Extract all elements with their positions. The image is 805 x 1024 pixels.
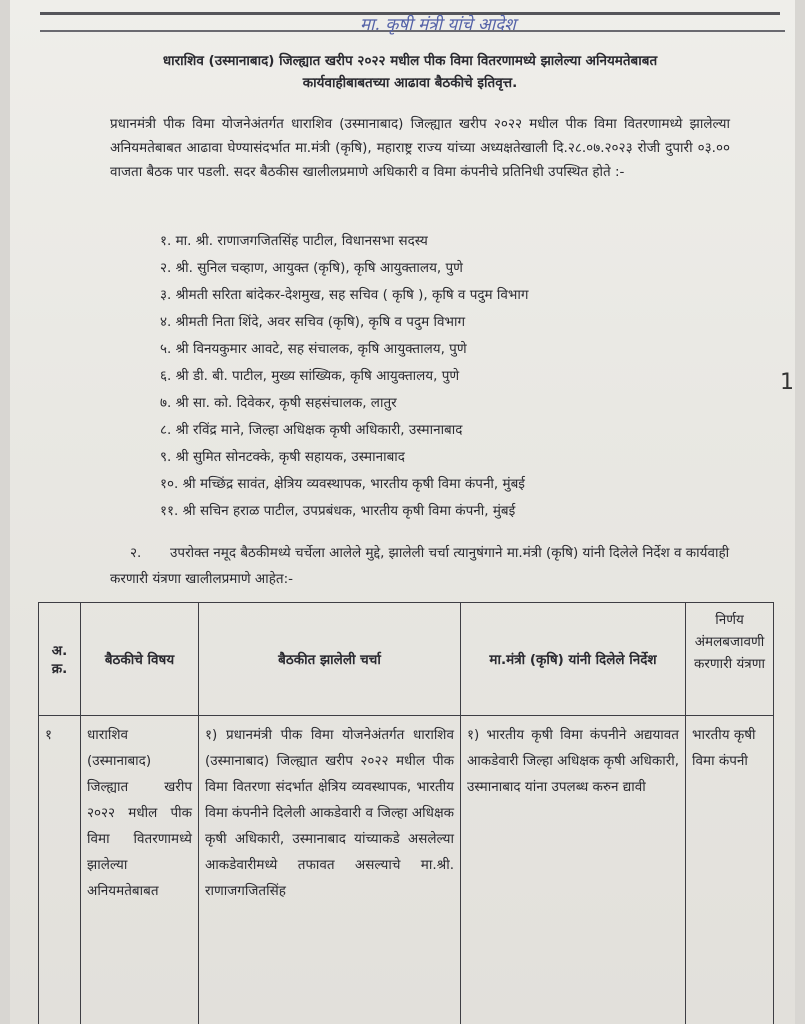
page-side-mark: 1 <box>780 370 794 395</box>
header-agency: निर्णय अंमलबजावणी करणारी यंत्रणा <box>686 603 774 716</box>
header-subject: बैठकीचे विषय <box>81 603 199 716</box>
attendee-item: ४. श्रीमती निता शिंदे, अवर सचिव (कृषि), कृषि व पदुम विभाग <box>160 314 466 330</box>
title-line-2: कार्यवाहीबाबतच्या आढावा बैठकीचे इतिवृत्त. <box>302 75 518 91</box>
table-row <box>39 716 774 1024</box>
cell-direction: १) भारतीय कृषी विमा कंपनीने अद्ययावत आकडेवारी जिल्हा अधिक्षक कृषी अधिकारी, उस्मानाबाद यांना उपलब्ध करुन द्यावी <box>461 716 686 1024</box>
document-page <box>10 0 795 1024</box>
header-discussion: बैठकीत झालेली चर्चा <box>199 603 461 716</box>
attendee-item: १०. श्री मच्छिंद्र सावंत, क्षेत्रिय व्यवस्थापक, भारतीय कृषी विमा कंपनी, मुंबई <box>160 476 525 492</box>
attendee-item: ८. श्री रविंद्र माने, जिल्हा अधिक्षक कृषी अधिकारी, उस्मानाबाद <box>160 422 463 438</box>
section-number: २. <box>130 545 142 561</box>
attendee-item: १. मा. श्री. राणाजगजितसिंह पाटील, विधानसभा सदस्य <box>160 233 428 249</box>
cell-discussion: १) प्रधानमंत्री पीक विमा योजनेअंतर्गत धाराशिव (उस्मानाबाद) जिल्ह्यात खरीप २०२२ मधील पीक विमा वितरणा संदर्भात क्षेत्रिय व्यवस्थापक, भारतीय विमा कंपनीने दिलेली आकडेवारी व जिल्हा अधिक्षक कृषी अधिकारी, उस्मानाबाद यांच्याकडे असलेल्या आकडेवारीमध्ये तफावत असल्याचे मा.श्री. राणाजगजितसिंह <box>199 716 461 1024</box>
attendee-item: ६. श्री डी. बी. पाटील, मुख्य सांख्यिक, कृषि आयुक्तालय, पुणे <box>160 368 460 384</box>
cell-subject: धाराशिव (उस्मानाबाद) जिल्ह्यात खरीप २०२२ मधील पीक विमा वितरणामध्ये झालेल्या अनियमतेबाबत <box>81 716 199 1024</box>
header-direction: मा.मंत्री (कृषि) यांनी दिलेले निर्देश <box>461 603 686 716</box>
minutes-table <box>38 602 774 1024</box>
header-sr-no: अ. क्र. <box>39 603 81 716</box>
attendee-item: ७. श्री सा. को. दिवेकर, कृषी सहसंचालक, लातुर <box>160 395 397 411</box>
title-line-1: धाराशिव (उस्मानाबाद) जिल्ह्यात खरीप २०२२ मधील पीक विमा वितरणामध्ये झालेल्या अनियमतेबाबत <box>162 53 658 69</box>
attendee-item: ११. श्री सचिन हराळ पाटील, उपप्रबंधक, भारतीय कृषी विमा कंपनी, मुंबई <box>160 503 516 519</box>
section-2-paragraph <box>110 540 760 592</box>
attendee-item: ३. श्रीमती सरिता बांदेकर-देशमुख, सह सचिव ( कृषि ), कृषि व पदुम विभाग <box>160 287 529 303</box>
cell-sr-no: १ <box>39 716 81 1024</box>
handwritten-note: मा. कृषी मंत्री यांचे आदेश <box>360 15 516 35</box>
document-title <box>110 50 710 94</box>
attendee-item: २. श्री. सुनिल चव्हाण, आयुक्त (कृषि), कृषि आयुक्तालय, पुणे <box>160 260 463 276</box>
table-header-row <box>39 603 774 716</box>
cell-agency: भारतीय कृषी विमा कंपनी <box>686 716 774 1024</box>
attendee-item: ५. श्री विनयकुमार आवटे, सह संचालक, कृषि आयुक्तालय, पुणे <box>160 341 467 357</box>
section-2-text: उपरोक्त नमूद बैठकीमध्ये चर्चेला आलेले मुद्दे, झालेली चर्चा त्यानुषंगाने मा.मंत्री (कृषि) यांनी दिलेले निर्देश व कार्यवाही करणारी यंत्रणा खालीलप्रमाणे आहेत:- <box>110 545 730 587</box>
attendee-list <box>160 228 660 525</box>
intro-paragraph: प्रधानमंत्री पीक विमा योजनेअंतर्गत धाराशिव (उस्मानाबाद) जिल्ह्यात खरीप २०२२ मधील पीक विमा वितरणामध्ये झालेल्या अनियमतेबाबत आढावा घेण्यासंदर्भात मा.मंत्री (कृषि), महाराष्ट्र राज्य यांच्या अध्यक्षतेखाली दि.२८.०७.२०२३ रोजी दुपारी ०३.०० वाजता बैठक पार पडली. सदर बैठकीस खालीलप्रमाणे अधिकारी व विमा कंपनीचे प्रतिनिधी उपस्थित होते :- <box>110 116 730 180</box>
attendee-item: ९. श्री सुमित सोनटक्के, कृषी सहायक, उस्मानाबाद <box>160 449 405 465</box>
